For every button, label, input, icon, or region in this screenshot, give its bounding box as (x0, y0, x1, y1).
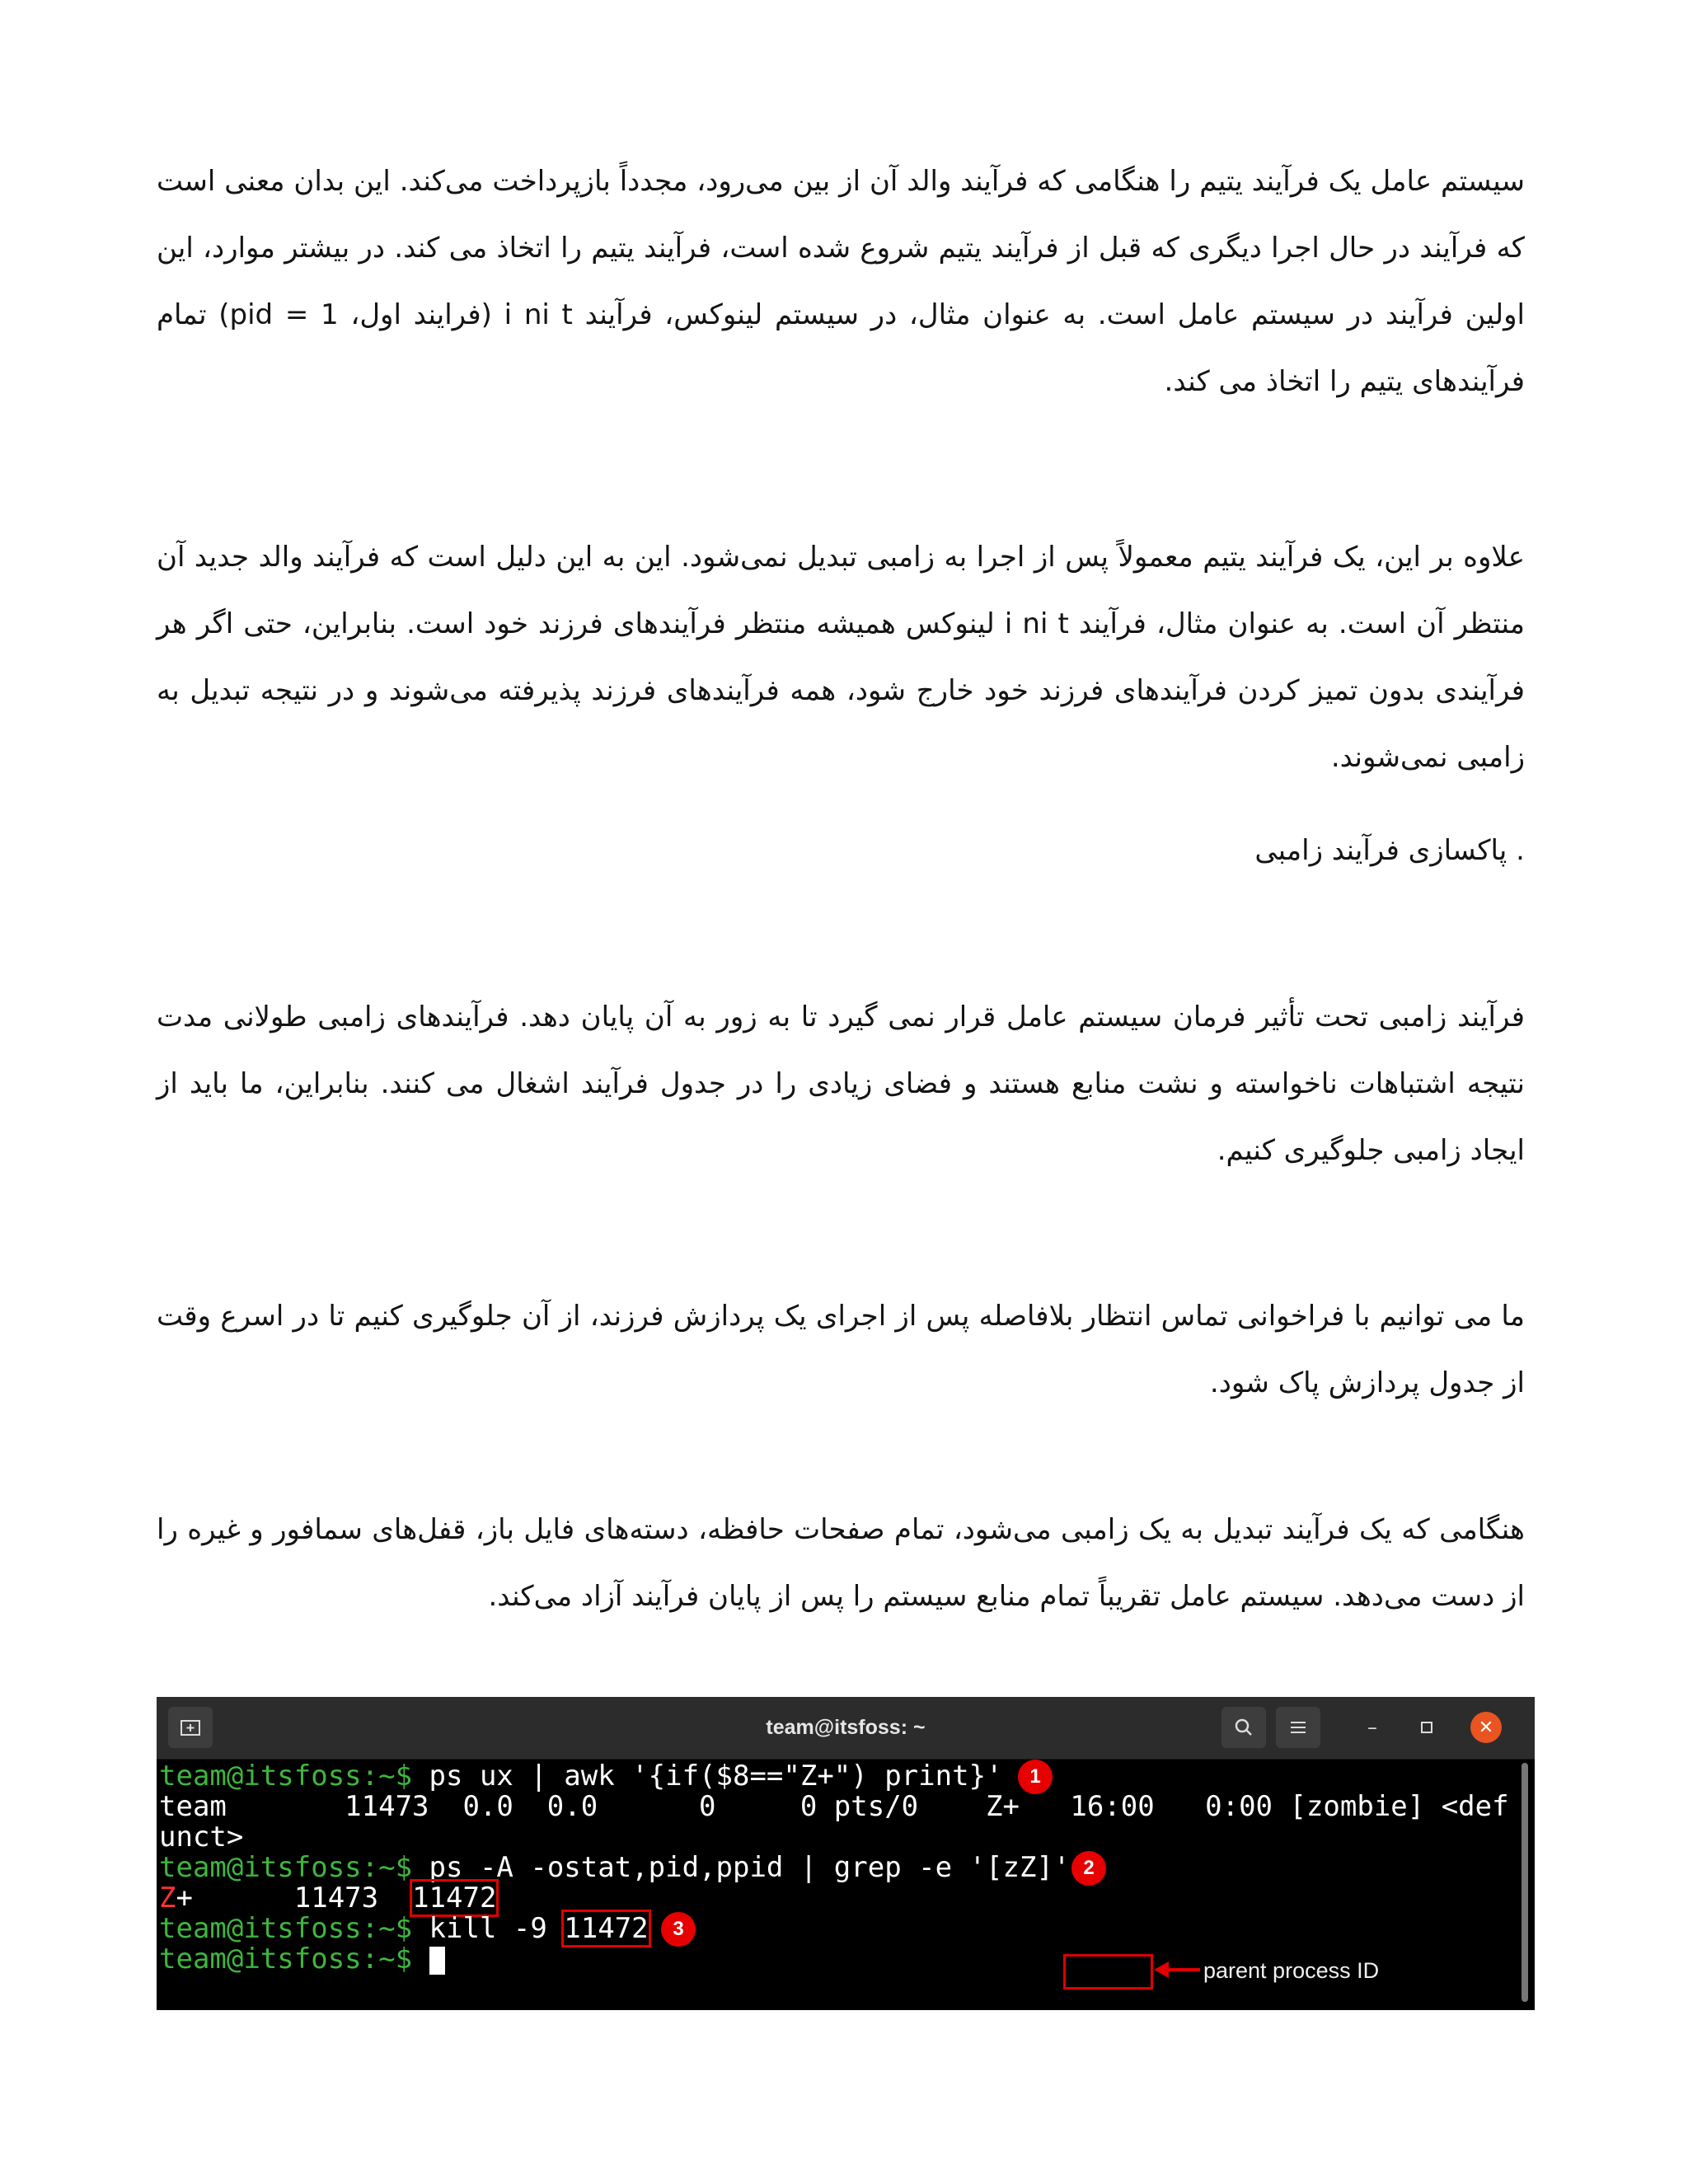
search-icon[interactable] (1221, 1707, 1266, 1748)
terminal-scrollbar[interactable] (1522, 1763, 1528, 2002)
paragraph-orphan-not-zombie: علاوه بر این، یک فرآیند یتیم معمولاً پس از اجرا به زامبی تبدیل نمی‌شود. این به این دلیل است که فرآیند والد جدید آن منتظر آن است. به عنوان مثال، فرآیند i ni t لینوکس همیشه منتظر فرآیندهای فرزند خود است. بنابراین، حتی اگر هر فرآیندی بدون تمیز کردن فرآیندهای فرزند خود خارج شود، همه فرآیندهای فرزند پذیرفته می‌شوند و در نتیجه تبدیل به زامبی نمی‌شوند. (157, 541, 1525, 774)
terminal-line-4: team@itsfoss:~$ ps -A -ostat,pid,ppid | grep -e '[zZ]' (159, 1851, 1071, 1884)
arrow-left-icon (1154, 1959, 1202, 1980)
close-icon[interactable]: ✕ (1470, 1712, 1502, 1743)
terminal-line-2: team 11473 0.0 0.0 0 0 pts/0 Z+ 16:00 0:00 [zombie] <def (159, 1790, 1509, 1823)
parent-pid-highlight: 11472 (412, 1882, 497, 1915)
section-heading-zombie-cleanup: . پاکسازی فرآیند زامبی (1254, 834, 1525, 867)
terminal-titlebar (157, 1697, 1535, 1760)
terminal-screenshot (157, 1697, 1535, 2010)
terminal-line-5: Z+ 11473 11472 (159, 1882, 497, 1915)
minimize-icon[interactable]: – (1367, 1716, 1377, 1739)
terminal-line-1: team@itsfoss:~$ ps ux | awk '{if($8=="Z+") print}' (159, 1760, 1003, 1793)
paragraph-zombie-effects: فرآیند زامبی تحت تأثیر فرمان سیستم عامل قرار نمی گیرد تا به زور به آن پایان دهد. فرآیندهای زامبی طولانی مدت نتیجه اشتباهات ناخواسته و نشت منابع هستند و فضای زیادی را در جدول فرآیند اشغال می کنند. بنابراین، ما باید از ایجاد زامبی جلوگیری کنیم. (157, 1001, 1525, 1167)
hamburger-menu-icon[interactable] (1276, 1707, 1320, 1748)
paragraph-wait-call: ما می توانیم با فراخوانی تماس انتظار بلافاصله پس از اجرای یک پردازش فرزند، از آن جلوگیری کنیم تا در اسرع وقت از جدول پردازش پاک شود. (157, 1300, 1525, 1399)
step-badge-2: 2 (1071, 1851, 1106, 1886)
step-badge-1: 1 (1018, 1760, 1053, 1794)
terminal-line-3: unct> (159, 1821, 244, 1854)
paragraph-resource-release: هنگامی که یک فرآیند تبدیل به یک زامبی می‌شود، تمام صفحات حافظه، دسته‌های فایل باز، قفل‌های سمافور و غیره را از دست می‌دهد. سیستم عامل تقریباً تمام منابع سیستم را پس از پایان فرآیند آزاد می‌کند. (157, 1513, 1525, 1613)
terminal-line-6: team@itsfoss:~$ kill -9 11472 (159, 1912, 649, 1945)
maximize-icon[interactable] (1411, 1712, 1442, 1743)
terminal-line-7: team@itsfoss:~$ (159, 1944, 445, 1975)
step-badge-3: 3 (661, 1912, 696, 1947)
kill-pid-highlight: 11472 (564, 1912, 649, 1945)
terminal-cursor (429, 1947, 445, 1975)
legend-swatch (1063, 1954, 1153, 1990)
legend-label: parent process ID (1203, 1958, 1380, 1983)
paragraph-orphan-process: سیستم عامل یک فرآیند یتیم را هنگامی که فرآیند والد آن از بین می‌رود، مجدداً بازپرداخت می‌کند. این بدان معنی است که فرآیند در حال اجرا دیگری که قبل از فرآیند یتیم شروع شده است، فرآیند یتیم را اتخاذ می کند. در بیشتر موارد، این اولین فرآیند در سیستم عامل است. به عنوان مثال، در سیستم لینوکس، فرآیند i ni t (فرایند اول، pid = 1) تمام فرآیندهای یتیم را اتخاذ می کند. (157, 165, 1525, 398)
new-tab-icon[interactable] (168, 1707, 213, 1748)
terminal-title: team@itsfoss: ~ (766, 1716, 926, 1739)
